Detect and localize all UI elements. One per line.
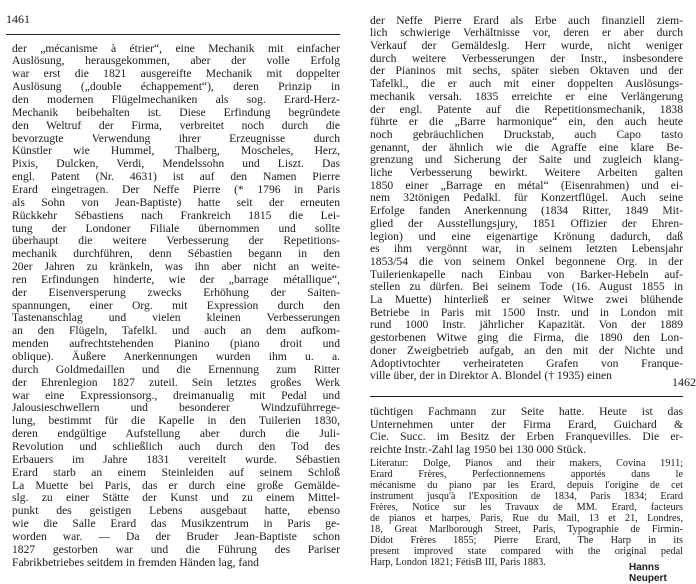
text-line: der Neffe Pierre Erard als Erbe auch finanziell ziem- xyxy=(370,13,683,27)
text-line: lung, bestimmt für die Kapelle in den Tuilerien 1830, xyxy=(12,414,340,428)
text-line: Jalousieschwellern und besonderer Windzuführrege- xyxy=(12,401,340,415)
text-line: stellen zu dürfen. Bei seinem Tode (16. August 1855 in xyxy=(370,280,683,294)
text-line: als Sohn von Jean-Baptiste) hatte seit der erneuten xyxy=(12,195,340,209)
text-line: Betriebe in Paris mit 1500 Instr. und in London mit xyxy=(370,305,683,319)
text-line: ren Erfindungen hinderte, wie der „barrage métallique“, xyxy=(12,272,340,286)
text-line: grenzung und Sicherung der Saite und zugleich klang- xyxy=(370,153,683,167)
text-line: Revolution und schließlich auch durch den Tod des xyxy=(12,439,340,453)
text-line: menden aufrechtstehenden Pianino (piano droit und xyxy=(12,337,340,351)
text-line: Verkauf der Gemäldeslg. Herr wurde, nicht weniger xyxy=(370,39,683,52)
text-line: mechanik durchführen, denn Sébastien begann in den xyxy=(12,247,340,261)
text-line: Tuilerienkapelle nach Einbau von Barker-Hebeln auf- xyxy=(370,267,683,281)
text-line: Rückkehr Sébastiens nach Frankreich 1815 die Lei- xyxy=(12,208,340,222)
author-signature: Hanns Neupert xyxy=(629,562,667,584)
text-line: La Muette bei Paris, das er durch eine große Gemälde- xyxy=(12,478,340,492)
text-line: Erbauers im Jahre 1831 vereitelt wurde. Sébastien xyxy=(12,452,340,466)
text-line: nem 32tönigen Pedalkl. für Konzertflügel. Auch seine xyxy=(370,191,683,205)
text-line: present improved state compared with the original pedal xyxy=(370,546,683,557)
text-line: Erfolge fanden Anerkennung (1834 Ritter, 1849 Mit- xyxy=(370,204,683,218)
text-line: tüchtigen Fachmann zur Seite hatte. Heute ist das xyxy=(370,405,683,418)
text-line: worden war. — Da der Bruder Jean-Baptiste schon xyxy=(12,529,340,543)
text-line: Pixis, Dulcken, Verdi, Mendelssohn und Liszt. Das xyxy=(12,157,340,171)
text-line: rund 1000 Instr. jährlicher Kapazität. Von der 1889 xyxy=(370,318,683,332)
text-line: durch Goldmedaillen und die Ernennung zum Ritter xyxy=(12,362,340,376)
text-line: den Weltruf der Firma, verbreitet noch durch die xyxy=(12,118,340,132)
text-line: 1850 einer „Barrage en métal“ (Eisenrahmen) und ei- xyxy=(370,178,683,192)
text-line: der Pianinos mit sechs, später sieben Oktaven und der xyxy=(370,64,683,78)
text-line: der engl. Patente auf die Repetitionsmechanik, 1838 xyxy=(370,102,683,116)
text-line: den modernen Flügelmechaniken als sog. Erard-Herz- xyxy=(12,93,340,106)
text-line: noch gebräuchlichen Druckstab, auch Capo tasto xyxy=(370,127,683,141)
text-line: Harp, London 1821; FétisB III, Paris 1883. xyxy=(370,557,546,568)
text-line: 1853/54 die von seinem Onkel begonnene Org. in der xyxy=(370,254,683,268)
text-line: spannungen, einer Org. mit Expression durch den xyxy=(12,298,340,312)
text-line: Cie. Succ. im Besitz der Erben Franquevilles. Die er- xyxy=(370,430,683,444)
text-line: legion) und eine eigenartige Krönung dadurch, daß xyxy=(370,229,683,243)
text-line: oblique). Äußere Anerkennungen wurden ihm u. a. xyxy=(12,350,340,363)
header-rule-left xyxy=(6,34,340,35)
text-line: führte er die „Barre harmonique“ ein, den auch heute xyxy=(370,115,683,129)
text-line: liche Verbesserung bewirkt. Weitere Arbeiten galten xyxy=(370,166,683,179)
text-line: mécanisme du piano par les Erard, depuis l'origine de cet xyxy=(370,480,683,491)
text-line: Auslösung („double échappement“), deren Prinzip in xyxy=(12,80,340,94)
text-line: reichte Instr.-Zahl lag 1950 bei 130 000 Stück. xyxy=(370,443,587,457)
text-line: ville über, der in Direktor A. Blondel († 1935) einen xyxy=(370,369,612,383)
text-line: Auslösung, herausgekommen, aber der volle Erfolg xyxy=(12,54,340,68)
text-line: Adoptivtochter verheirateten Grafen von Franque- xyxy=(370,356,683,370)
text-line: überhaupt die weitere Verbesserung der Repetitions- xyxy=(12,234,340,248)
text-line: Mechanik beibehalten ist. Diese Erfindung begründete xyxy=(12,105,340,119)
text-line: Fabrikbetriebes seitdem in fremden Händen lag, fand xyxy=(12,555,259,569)
text-line: Erard starb an einem Steinleiden auf seinem Schloß xyxy=(12,465,340,479)
text-line: Erard Frères, Perfectionnemens apportés dans le xyxy=(370,469,683,480)
text-line: Unternehmen unter der Firma Erard, Guichard & xyxy=(370,417,683,431)
text-line: slg. zu einer Stätte der Kunst und zu einem Mittel- xyxy=(12,491,340,505)
text-line: tung der Londoner Filiale übernommen und sollte xyxy=(12,221,340,235)
text-line: durch weitere Verbesserungen der Instr., insbesondere xyxy=(370,51,683,65)
page-number-right: 1462 xyxy=(672,375,696,389)
text-line: deren endgültige Aufstellung aber durch die Juli- xyxy=(12,427,340,441)
text-line: lich schwierige Verhältnisse vor, deren er aber durch xyxy=(370,26,683,40)
text-line: Tastenanschlag und vielen kleinen Verbesserungen xyxy=(12,311,340,325)
text-line: punkt des geistigen Lebens ausgebaut hatte, ebenso xyxy=(12,504,340,518)
text-line: Didot Frères 1855; Pierre Erard, The Harp in its xyxy=(370,535,683,546)
text-line: der Eisenversperung zwecks Erhöhung der Saiten- xyxy=(12,285,340,299)
text-line: an den Flügeln, Tafelkl. und auch an dem aufkom- xyxy=(12,324,340,338)
text-line: 1827 gestorben war und die Führung des Pariser xyxy=(12,542,340,556)
text-line: Frères, Notice sur les Travaux de MM. Erard, facteurs xyxy=(370,502,683,513)
text-line: Künstler wie Hummel, Thalberg, Moscheles, Herz, xyxy=(12,144,340,158)
text-line: glied der Ausstellungsjury, 1851 Offizier der Ehren- xyxy=(370,216,683,230)
text-line: der Ehrenlegion 1827 zuteil. Sein letztes großes Werk xyxy=(12,375,340,389)
page-number-left: 1461 xyxy=(6,12,30,26)
text-line: war eine Expressionsorg., dreimanualig mit Pedal und xyxy=(12,388,340,402)
text-line: genannt, der ähnlich wie die Agraffe eine klare Be- xyxy=(370,140,683,154)
text-line: der „mécanisme à étrier“, eine Mechanik mit einfacher xyxy=(12,41,340,55)
text-line: Literatur: Dolge, Pianos and their makers, Covina 1911; xyxy=(370,458,683,469)
text-line: engl. Patent (Nr. 4631) ist auf den Namen Pierre xyxy=(12,170,340,184)
text-line: La Muette) hinterließ er seiner Witwe zwei blühende xyxy=(370,293,683,306)
text-line: Tafelkl., die er auch mit einer doppelten Auslösungs- xyxy=(370,77,683,91)
header-rule-right xyxy=(370,396,683,397)
text-line: de pianos et harpes, Paris, Rue du Mail, 13 et 21, Londres, xyxy=(370,513,683,524)
text-line: wie die Salle Erard das Musikzentrum in Paris ge- xyxy=(12,517,340,531)
text-line: doner Zweigbetrieb aufgab, an den mit der Nichte und xyxy=(370,343,683,357)
text-line: es ihm vergönnt war, in seinem letzten Lebensjahr xyxy=(370,242,683,256)
text-line: 20er Jahren zu kränkeln, was ihn aber nicht an weite- xyxy=(12,260,340,274)
text-line: war erst die 1821 ausgereifte Mechanik mit doppelter xyxy=(12,67,340,81)
text-line: mechanik versah. 1835 erreichte er eine Verlängerung xyxy=(370,89,683,103)
text-line: bevorzugte Verwendung ihrer Erzeugnisse durch xyxy=(12,131,340,145)
text-line: gestorbenen Witwe ging die Firma, die 1890 den Lon- xyxy=(370,331,683,345)
text-line: 18, Great Marlborough Street, Paris, Typographie de Firmin- xyxy=(370,524,683,535)
text-line: Erard eingetragen. Der Neffe Pierre (* 1796 in Paris xyxy=(12,182,340,196)
text-line: instrument jusqu'à l'Exposition de 1834, Paris 1834; Erard xyxy=(370,491,683,502)
